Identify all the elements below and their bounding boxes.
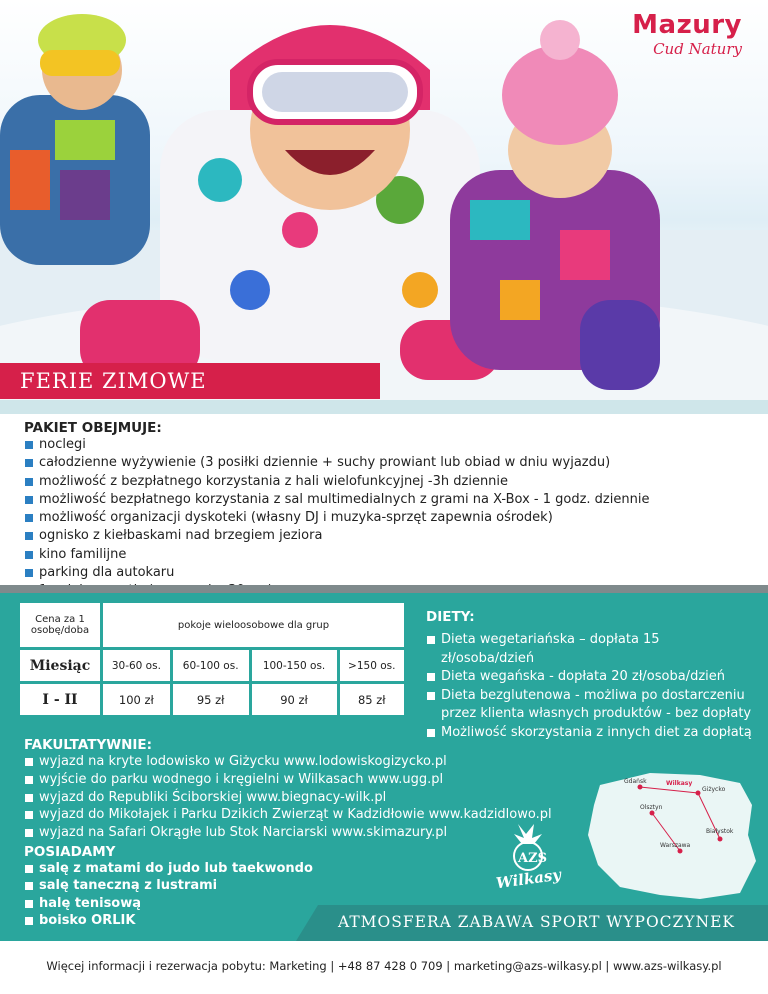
group-size-cell: 30-60 os. (103, 650, 170, 681)
footer-contact: Więcej informacji i rezerwacja pobytu: Marketing | +48 87 428 0 709 | marketing@azs-wilkasy.pl | www.azs-wilkasy.pl (46, 959, 722, 973)
list-item: wyjazd na kryte lodowisko w Giżycku www.lodowiskogizycko.pl (24, 753, 624, 771)
facilities-title: POSIADAMY (24, 844, 116, 860)
diets-title: DIETY: (426, 609, 475, 625)
logo-text-top: AZS (518, 851, 547, 866)
price-cell: 95 zł (173, 684, 249, 715)
city-label: Wilkasy (666, 780, 693, 787)
diets-section (426, 609, 756, 742)
price-cell: 90 zł (252, 684, 337, 715)
list-item: możliwość organizacji dyskoteki (własny DJ i muzyka-sprzęt zapewnia ośrodek) (24, 509, 744, 527)
list-item: Dieta wegetariańska – dopłata 15 zł/osoba/dzień (426, 631, 756, 668)
group-size-cell: 100-150 os. (252, 650, 337, 681)
package-list (24, 436, 744, 601)
banner-title: FERIE ZIMOWE (20, 369, 207, 393)
group-size-cell: >150 os. (340, 650, 405, 681)
package-title: PAKIET OBEJMUJE: (24, 420, 162, 436)
optional-title: FAKULTATYWNIE: (24, 737, 153, 753)
city-label: Giżycko (702, 786, 726, 793)
hero-photo (0, 0, 768, 400)
list-item: noclegi (24, 436, 744, 454)
city-label: Białystok (706, 828, 734, 835)
slogan-bar (318, 905, 768, 941)
list-item: ognisko z kiełbaskami nad brzegiem jeziora (24, 527, 744, 545)
period-cell: I - II (20, 684, 100, 715)
list-item: Dieta wegańska - dopłata 20 zł/osoba/dzień (426, 668, 756, 687)
list-item: parking dla autokaru (24, 564, 744, 582)
rooms-label-cell: pokoje wieloosobowe dla grup (103, 603, 404, 647)
brand-name: Mazury (632, 10, 742, 40)
section-divider (0, 585, 768, 593)
city-label: Gdańsk (624, 778, 647, 785)
list-item: Możliwość skorzystania z innych diet za dopłatą (426, 724, 756, 743)
mazury-logo (632, 10, 742, 58)
city-label: Warszawa (660, 842, 691, 849)
price-cell: 85 zł (340, 684, 405, 715)
list-item: możliwość z bezpłatnego korzystania z hali wielofunkcyjnej -3h dziennie (24, 473, 744, 491)
title-banner (0, 363, 380, 399)
list-item: boisko ORLIK (24, 912, 344, 929)
price-label-cell: Cena za 1 osobę/doba (20, 603, 100, 647)
list-item: kino familijne (24, 546, 744, 564)
slogan-text: ATMOSFERA ZABAWA SPORT WYPOCZYNEK (338, 913, 735, 931)
month-label-cell: Miesiąc (20, 650, 100, 681)
accent-band (0, 400, 768, 414)
price-table (17, 600, 407, 718)
package-section (24, 420, 744, 601)
price-cell: 100 zł (103, 684, 170, 715)
list-item: salę taneczną z lustrami (24, 877, 344, 894)
brand-tagline: Cud Natury (653, 40, 742, 58)
group-size-cell: 60-100 os. (173, 650, 249, 681)
list-item: halę tenisową (24, 895, 344, 912)
list-item: wyjazd na Safari Okrągłe lub Stok Narciarski www.skimazury.pl (24, 824, 624, 842)
azs-wilkasy-logo (488, 818, 568, 898)
list-item: Dieta bezglutenowa - możliwa po dostarczeniu przez klienta własnych produktów - bez dopłaty (426, 687, 756, 724)
children-in-snow-photo (0, 0, 768, 400)
city-label: Olsztyn (640, 804, 663, 811)
list-item: możliwość bezpłatnego korzystania z sal multimedialnych z grami na X-Box - 1 godz. dziennie (24, 491, 744, 509)
list-item: salę z matami do judo lub taekwondo (24, 860, 344, 877)
footer (0, 941, 768, 994)
list-item: wyjazd do Republiki Ściborskiej www.biegnacy-wilk.pl (24, 789, 624, 807)
list-item: wyjazd do Mikołajek i Parku Dzikich Zwierząt w Kadzidłowie www.kadzidlowo.pl (24, 806, 624, 824)
logo-text-bottom: Wilkasy (494, 865, 563, 893)
poland-map-icon (580, 765, 760, 905)
list-item: wyjście do parku wodnego i kręgielni w Wilkasach www.ugg.pl (24, 771, 624, 789)
list-item: całodzienne wyżywienie (3 posiłki dziennie + suchy prowiant lub obiad w dniu wyjazdu) (24, 454, 744, 472)
diets-list (426, 631, 756, 742)
